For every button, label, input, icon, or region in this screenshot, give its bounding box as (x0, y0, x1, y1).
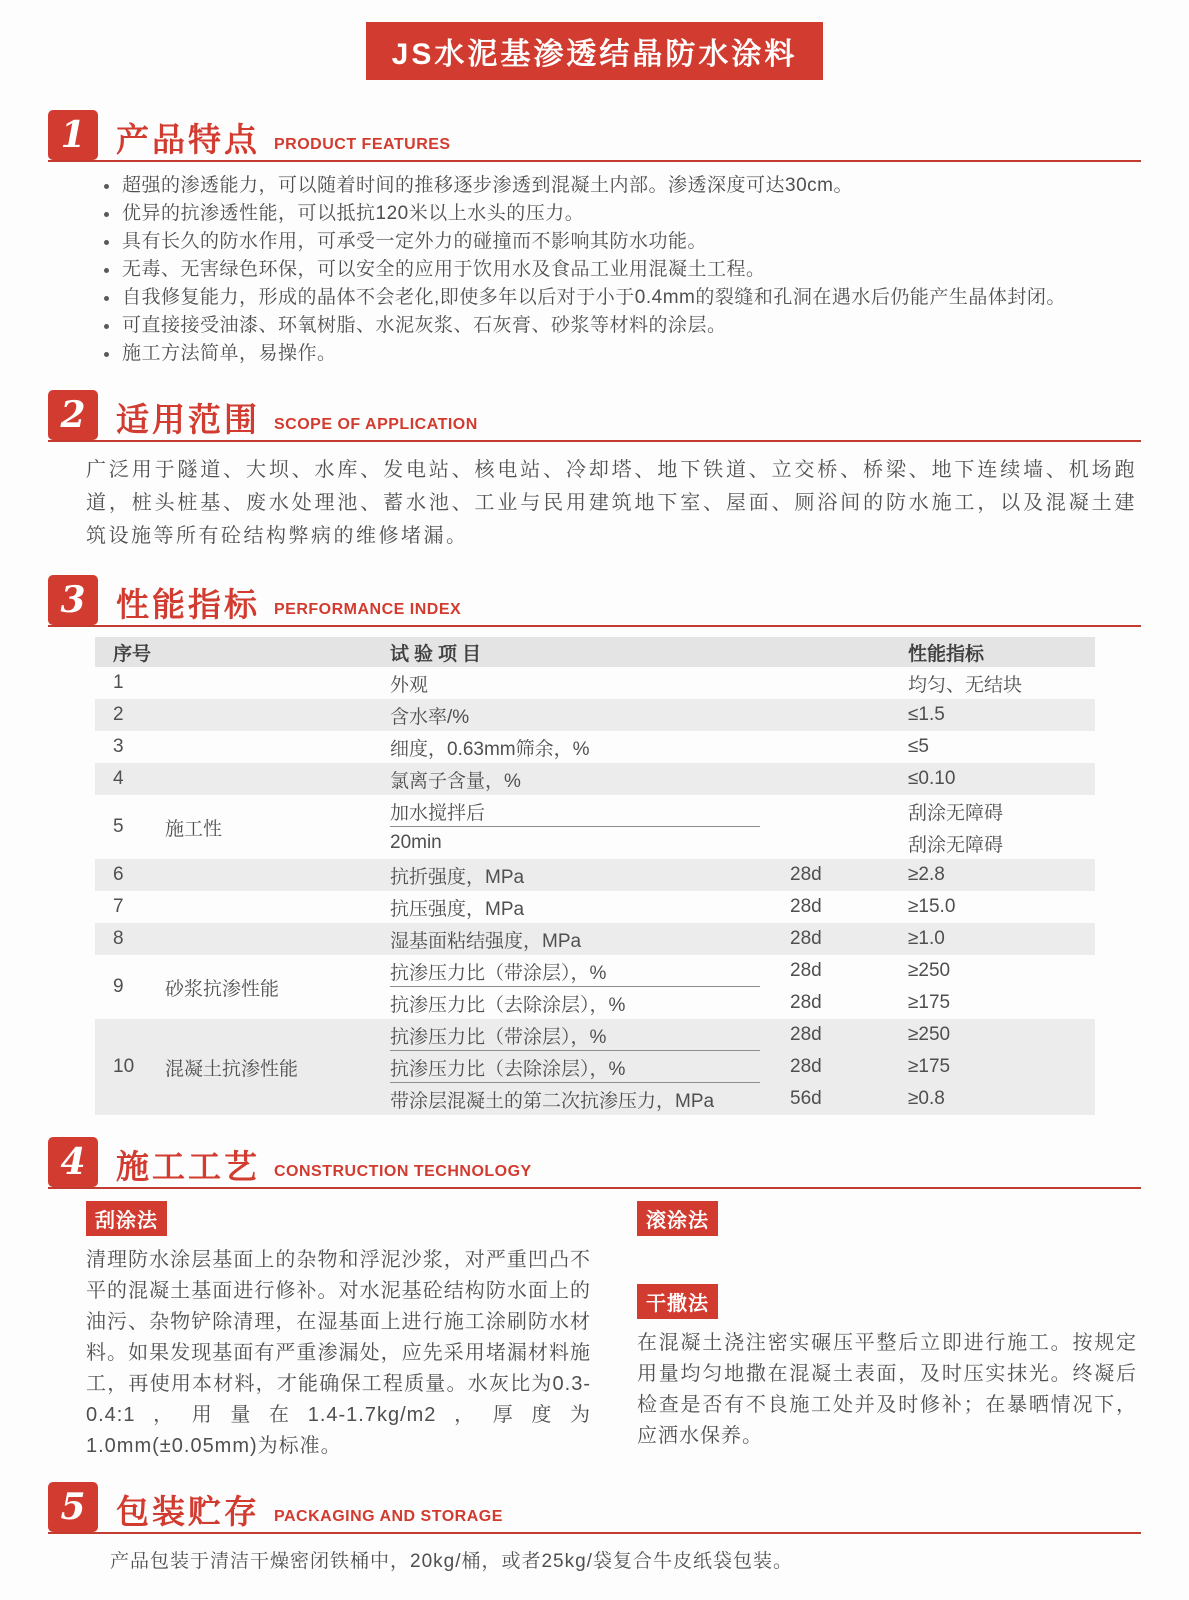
section-title: 包装贮存 (116, 1493, 260, 1530)
bullet-dot-icon (104, 352, 109, 357)
bullet-dot-icon (104, 296, 109, 301)
table-row (95, 859, 1095, 891)
section-subtitle: PACKAGING AND STORAGE (274, 1508, 503, 1525)
cell-row-no: 5 (113, 816, 124, 837)
section-header-features (48, 110, 1141, 162)
row-items (390, 923, 1095, 955)
cell-index-value: 刮涂无障碍 (908, 802, 1004, 824)
cell-age: 28d (790, 864, 822, 885)
table-header-row (95, 637, 1095, 667)
row-subline (390, 699, 1095, 731)
table-row (95, 731, 1095, 763)
cell-row-group (165, 923, 390, 955)
section-title: 施工工艺 (116, 1148, 260, 1185)
section-title: 适用范围 (116, 401, 260, 438)
feature-item (104, 228, 1129, 256)
cell-index-value: ≥175 (908, 1056, 951, 1077)
cell-test-item: 含水率/% (390, 706, 470, 728)
cell-age: 28d (790, 928, 822, 949)
row-subline (390, 859, 1095, 891)
row-items (390, 859, 1095, 891)
table-row (95, 763, 1095, 795)
cell-row-no: 10 (113, 1056, 135, 1077)
table-row (95, 1019, 1095, 1115)
row-subline (390, 667, 1095, 699)
section-number-badge: 1 (48, 110, 98, 160)
row-subline (390, 923, 1095, 955)
row-subline (390, 731, 1095, 763)
feature-item (104, 200, 1129, 228)
bullet-dot-icon (104, 212, 109, 217)
row-subline (390, 827, 1095, 859)
cell-test-item: 抗渗压力比（去除涂层），% (390, 1058, 626, 1080)
cell-age: 28d (790, 1024, 822, 1045)
cell-test-item: 湿基面粘结强度，MPa (390, 930, 582, 952)
cell-age: 28d (790, 960, 822, 981)
features-list (104, 172, 1129, 368)
cell-test-item: 氯离子含量，% (390, 770, 521, 792)
section-number-badge: 4 (48, 1137, 98, 1187)
feature-text: 无毒、无害绿色环保，可以安全的应用于饮用水及食品工业用混凝土工程。 (122, 259, 766, 280)
cell-test-item: 抗折强度，MPa (390, 866, 525, 888)
cell-row-no: 9 (113, 976, 124, 997)
section-subtitle: PRODUCT FEATURES (274, 136, 451, 153)
cell-row-group: 砂浆抗渗性能 (165, 978, 280, 1000)
feature-item (104, 312, 1129, 340)
cell-test-item: 抗渗压力比（带涂层），% (390, 962, 607, 984)
method-text-dry: 在混凝土浇注密实碾压平整后立即进行施工。按规定用量均匀地撒在混凝土表面，及时压实抹光。终凝后检查是否有不良施工处并及时修补；在暴晒情况下，应洒水保养。 (637, 1332, 1137, 1447)
method-label-dry: 干撒法 (637, 1284, 718, 1319)
section-subtitle: SCOPE OF APPLICATION (274, 416, 478, 433)
section-header-packaging (48, 1482, 1141, 1534)
table-row (95, 699, 1095, 731)
cell-row-group (165, 859, 390, 891)
table-row (95, 667, 1095, 699)
feature-text: 超强的渗透能力，可以随着时间的推移逐步渗透到混凝土内部。渗透深度可达30cm。 (122, 175, 853, 196)
scope-paragraph: 广泛用于隧道、大坝、水库、发电站、核电站、冷却塔、地下铁道、立交桥、桥梁、地下连续墙、机场跑道，桩头桩基、废水处理池、蓄水池、工业与民用建筑地下室、屋面、厕浴间的防水施工，以及混凝土建筑设施等所有砼结构弊病的维修堵漏。 (86, 459, 1137, 547)
cell-test-item: 抗渗压力比（带涂层），% (390, 1026, 607, 1048)
packaging-paragraph: 产品包装于清洁干燥密闭铁桶中，20kg/桶，或者25kg/袋复合牛皮纸袋包装。 (110, 1551, 793, 1572)
cell-row-no: 6 (113, 864, 124, 885)
cell-index-value: ≥15.0 (908, 896, 956, 917)
method-text-scrape: 清理防水涂层基面上的杂物和浮泥沙浆，对严重凹凸不平的混凝土基面进行修补。对水泥基砼结构防水面上的油污、杂物铲除清理，在湿基面上进行施工涂刷防水材料。如果发现基面有严重渗漏处，应先采用堵漏材料施工，再使用本材料，才能确保工程质量。水灰比为0.3-0.4:1，用量在1.4-1.7kg/m2，厚度为1.0mm(±0.05mm)为标准。 (86, 1249, 591, 1457)
cell-row-group (165, 763, 390, 795)
banner-row (0, 0, 1189, 80)
bullet-dot-icon (104, 240, 109, 245)
feature-text: 施工方法简单，易操作。 (122, 343, 337, 364)
cell-row-no: 2 (113, 704, 124, 725)
feature-text: 具有长久的防水作用，可承受一定外力的碰撞而不影响其防水功能。 (122, 231, 708, 252)
cell-age: 28d (790, 1056, 822, 1077)
row-subline (390, 987, 1095, 1019)
row-subline (390, 763, 1095, 795)
row-subline (390, 1083, 1095, 1115)
section-header-performance (48, 575, 1141, 627)
table-row (95, 923, 1095, 955)
cell-age: 28d (790, 992, 822, 1013)
bullet-dot-icon (104, 268, 109, 273)
section-subtitle: PERFORMANCE INDEX (274, 601, 462, 618)
table-row (95, 891, 1095, 923)
cell-test-item: 抗压强度，MPa (390, 898, 525, 920)
cell-row-no: 7 (113, 896, 124, 917)
cell-row-no: 8 (113, 928, 124, 949)
feature-item (104, 256, 1129, 284)
cell-index-value: 均匀、无结块 (908, 674, 1023, 696)
cell-test-item: 抗渗压力比（去除涂层），% (390, 994, 626, 1016)
feature-text: 优异的抗渗透性能，可以抵抗120米以上水头的压力。 (122, 203, 585, 224)
table-row (95, 955, 1095, 1019)
cell-age: 56d (790, 1088, 822, 1109)
header-index: 性能指标 (908, 643, 985, 665)
cell-row-no: 3 (113, 736, 124, 757)
row-subline (390, 891, 1095, 923)
section-title: 产品特点 (116, 121, 260, 158)
section-number-badge: 5 (48, 1482, 98, 1532)
cell-row-group (165, 667, 390, 699)
cell-test-item: 外观 (390, 674, 429, 696)
cell-row-no: 4 (113, 768, 124, 789)
cell-index-value: ≤0.10 (908, 768, 956, 789)
method-label-scrape: 刮涂法 (86, 1201, 167, 1236)
cell-index-value: ≥2.8 (908, 864, 945, 885)
method-column-left (86, 1201, 591, 1462)
section-header-construction (48, 1137, 1141, 1189)
feature-text: 自我修复能力，形成的晶体不会老化,即使多年以后对于小于0.4mm的裂缝和孔洞在遇水后仍能产生晶体封闭。 (122, 287, 1066, 308)
row-subline (390, 1051, 1095, 1083)
row-items (390, 699, 1095, 731)
header-test-item: 试验项目 (390, 643, 487, 665)
cell-test-item: 带涂层混凝土的第二次抗渗压力，MPa (390, 1090, 715, 1112)
header-group (165, 637, 390, 667)
row-items (390, 763, 1095, 795)
header-no: 序号 (113, 643, 152, 665)
cell-index-value: ≥175 (908, 992, 951, 1013)
cell-index-value: ≥1.0 (908, 928, 945, 949)
row-items (390, 1019, 1095, 1115)
cell-row-group (165, 891, 390, 923)
feature-text: 可直接接受油漆、环氧树脂、水泥灰浆、石灰膏、砂浆等材料的涂层。 (122, 315, 727, 336)
row-items (390, 667, 1095, 699)
row-subline (390, 955, 1095, 987)
page-title: JS水泥基渗透结晶防水涂料 (366, 22, 824, 80)
cell-row-group: 混凝土抗渗性能 (165, 1058, 299, 1080)
section-header-scope (48, 390, 1141, 442)
feature-item (104, 340, 1129, 368)
table-body (95, 667, 1095, 1115)
cell-row-group: 施工性 (165, 818, 223, 840)
cell-index-value: ≥0.8 (908, 1088, 945, 1109)
cell-index-value: ≥250 (908, 960, 951, 981)
row-items (390, 795, 1095, 859)
cell-row-group (165, 699, 390, 731)
row-subline (390, 1019, 1095, 1051)
cell-index-value: ≥250 (908, 1024, 951, 1045)
cell-index-value: ≤5 (908, 736, 929, 757)
section-number-badge: 2 (48, 390, 98, 440)
cell-row-no: 1 (113, 672, 124, 693)
section-number-badge: 3 (48, 575, 98, 625)
cell-test-item: 加水搅拌后 (390, 802, 486, 824)
row-items (390, 955, 1095, 1019)
cell-index-value: ≤1.5 (908, 704, 945, 725)
section-title: 性能指标 (116, 586, 260, 623)
performance-table (95, 637, 1095, 1115)
row-items (390, 891, 1095, 923)
method-label-roll: 滚涂法 (637, 1201, 718, 1236)
feature-item (104, 172, 1129, 200)
bullet-dot-icon (104, 324, 109, 329)
construction-methods (86, 1201, 1137, 1462)
feature-item (104, 284, 1129, 312)
cell-test-item: 细度，0.63mm筛余，% (390, 738, 590, 760)
cell-age: 28d (790, 896, 822, 917)
row-subline (390, 795, 1095, 827)
table-row (95, 795, 1095, 859)
row-items (390, 731, 1095, 763)
cell-index-value: 刮涂无障碍 (908, 834, 1004, 856)
cell-test-item: 20min (390, 832, 442, 853)
method-column-right (637, 1201, 1137, 1462)
section-subtitle: CONSTRUCTION TECHNOLOGY (274, 1163, 532, 1180)
bullet-dot-icon (104, 184, 109, 189)
cell-row-group (165, 731, 390, 763)
